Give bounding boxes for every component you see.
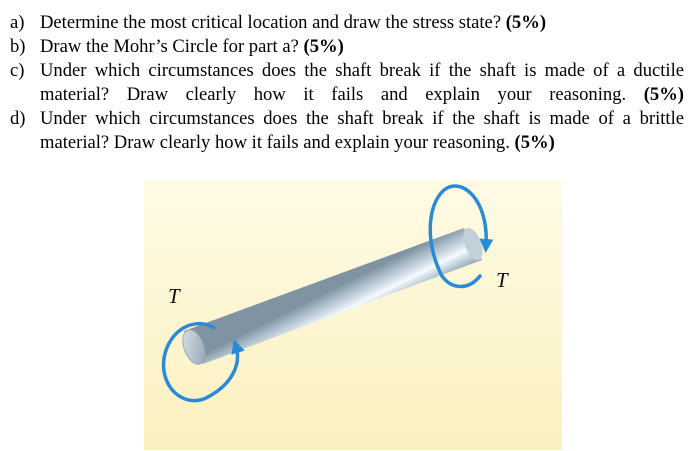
question-marks: (5%) [514,132,555,153]
question-body [40,107,684,155]
question-c [10,59,684,107]
question-text: Under which circumstances does the shaft break if the shaft is made of a ductile material? Draw clearly how it fails and explain your reasoning. [40,60,684,105]
shaft-illustration [144,180,562,450]
question-marks: (5%) [303,36,344,57]
question-letter: c) [10,60,25,81]
left-torque-label: T [168,284,180,308]
right-torque-label: T [496,268,508,292]
question-list [10,11,684,155]
question-a [10,11,684,35]
question-b [10,35,684,59]
question-body [40,59,684,107]
question-text: Determine the most critical location and draw the stress state? [40,12,502,33]
question-d [10,107,684,155]
figure-background [144,180,562,450]
question-marks: (5%) [643,84,684,105]
question-letter: d) [10,108,26,129]
question-text: Draw the Mohr’s Circle for part a? [40,36,299,57]
question-letter: a) [10,12,25,33]
question-marks: (5%) [505,12,547,33]
question-text: Under which circumstances does the shaft break if the shaft is made of a brittle material? Draw clearly how it fails and explain your reasoning. [40,108,684,153]
question-body [40,35,684,59]
question-letter: b) [10,36,26,57]
question-body [40,11,684,35]
shaft-torsion-figure [144,180,562,450]
